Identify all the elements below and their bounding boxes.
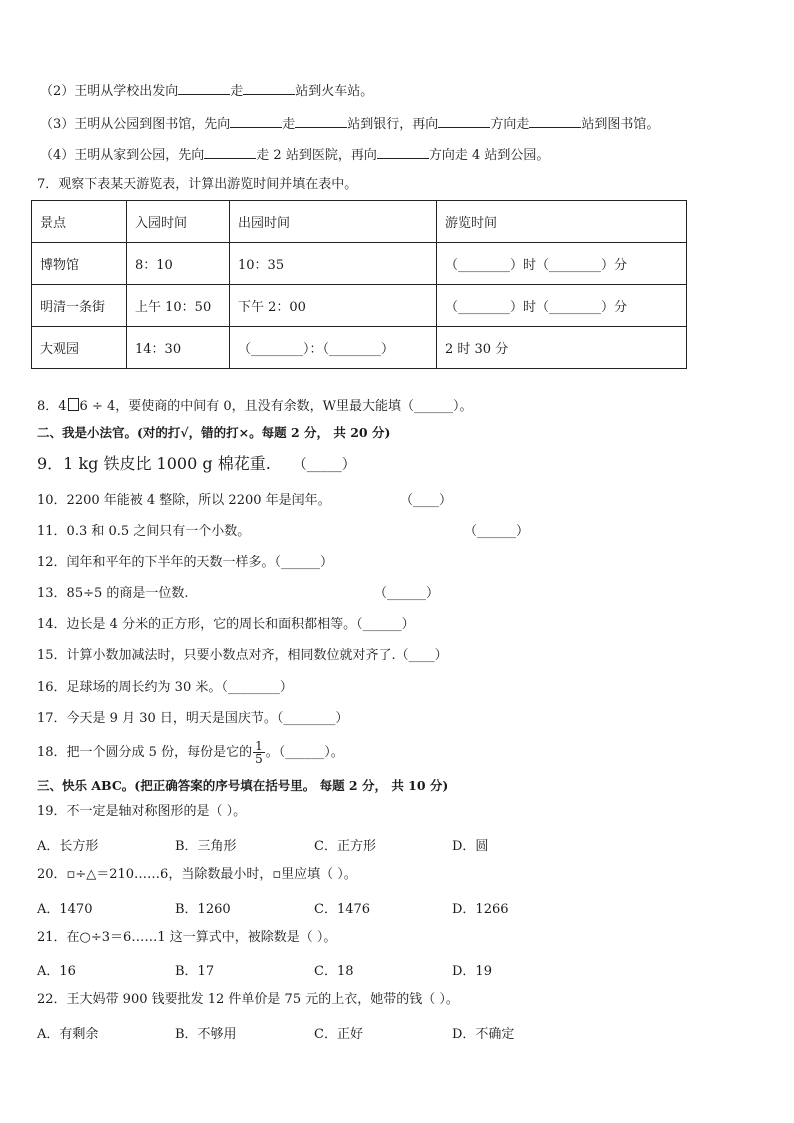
fraction-denominator: 5 [255, 752, 263, 766]
answer-blank[interactable]: （____） [400, 493, 453, 508]
table-cell: 博物馆 [32, 243, 127, 285]
table-cell: 8：10 [127, 243, 230, 285]
answer-blank[interactable] [204, 146, 256, 159]
text: 走 [230, 84, 244, 99]
text: （3）王明从公园到图书馆，先向 [40, 117, 231, 132]
box-icon [68, 398, 79, 411]
choice-option[interactable]: D．圆 [452, 839, 489, 854]
table-header-row [32, 201, 687, 243]
text: 站到图书馆。 [581, 117, 660, 132]
text: （2）王明从学校出发向 [40, 84, 179, 99]
answer-blank[interactable] [377, 146, 429, 159]
choice-option[interactable]: A．16 [37, 964, 76, 979]
judge-item [37, 523, 250, 541]
judge-item: 16．足球场的周长约为 30 米。（________） [37, 680, 293, 695]
table-cell: 14：30 [127, 327, 230, 369]
text: 方向走 4 站到公园。 [428, 148, 550, 163]
choice-stem: 20．▫÷△＝210……6，当除数最小时，▫里应填（ ）。 [37, 867, 357, 882]
section-title: 三、快乐 ABC。(把正确答案的序号填在括号里。 每题 2 分， 共 10 分) [37, 778, 449, 793]
text: 10．2200 年能被 4 整除，所以 2200 年是闰年。 [37, 493, 331, 508]
table-cell: 10：35 [230, 243, 437, 285]
judge-item [37, 455, 356, 474]
text: 8．4 [37, 399, 67, 414]
choice-option[interactable]: D．19 [452, 964, 492, 979]
table-row [32, 327, 687, 369]
choice-stem: 22．王大妈带 900 钱要批发 12 件单价是 75 元的上衣，她带的钱（ ）。 [37, 992, 459, 1007]
table-cell: 上午 10：50 [127, 285, 230, 327]
table-header-cell: 游览时间 [437, 201, 687, 243]
answer-blank[interactable] [230, 115, 282, 128]
table-cell: 2 时 30 分 [437, 327, 687, 369]
choice-option[interactable]: D．1266 [452, 902, 509, 917]
fraction-numerator: 1 [255, 739, 263, 753]
text: 站到火车站。 [295, 84, 374, 99]
table-cell: 下午 2：00 [230, 285, 437, 327]
judge-item [37, 585, 189, 603]
table-row [32, 285, 687, 327]
q6-part4 [40, 146, 549, 165]
judge-item: 15．计算小数加减法时，只要小数点对齐，相同数位就对齐了.（____） [37, 648, 448, 663]
q6-part2 [40, 82, 373, 101]
judge-item: 17．今天是 9 月 30 日，明天是国庆节。（________） [37, 711, 349, 726]
q8 [37, 398, 473, 416]
answer-blank[interactable] [178, 82, 230, 95]
judge-item: 12．闰年和平年的下半年的天数一样多。（______） [37, 555, 334, 570]
table-header-cell: 出园时间 [230, 201, 437, 243]
choice-option[interactable]: B．17 [175, 964, 215, 979]
choice-option[interactable]: A．1470 [37, 902, 93, 917]
answer-blank[interactable]: （______） [374, 586, 440, 601]
table-row [32, 243, 687, 285]
fraction [253, 740, 265, 765]
answer-blank[interactable] [295, 115, 347, 128]
text: 18．把一个圆分成 5 份，每份是它的 [37, 745, 253, 760]
q6-part3 [40, 115, 659, 134]
table-cell-answer[interactable]: （________）时（________）分 [437, 285, 687, 327]
table-header-cell: 景点 [32, 201, 127, 243]
text: 站到银行，再向 [347, 117, 439, 132]
choice-stem: 21．在○÷3＝6……1 这一算式中，被除数是（ ）。 [37, 930, 337, 945]
judge-item [37, 738, 344, 768]
answer-blank[interactable]: （______） [464, 524, 530, 539]
judge-item [37, 492, 331, 510]
answer-blank[interactable]: （_____） [292, 457, 356, 473]
q7-prompt: 7．观察下表某天游览表，计算出游览时间并填在表中。 [37, 177, 358, 192]
choice-option[interactable]: C．18 [314, 964, 354, 979]
choice-option[interactable]: B．不够用 [175, 1027, 237, 1042]
table-cell-answer[interactable]: （________）：（________） [230, 327, 437, 369]
choice-option[interactable]: B．1260 [175, 902, 231, 917]
judge-item: 14．边长是 4 分米的正方形，它的周长和面积都相等。（______） [37, 617, 415, 632]
text: 11．0.3 和 0.5 之间只有一个小数。 [37, 524, 251, 539]
text: 方向走 [490, 117, 530, 132]
text: 走 2 站到医院，再向 [256, 148, 377, 163]
answer-blank[interactable] [438, 115, 490, 128]
choice-option[interactable]: D．不确定 [452, 1027, 515, 1042]
text: （4）王明从家到公园，先向 [40, 148, 205, 163]
answer-blank[interactable] [529, 115, 581, 128]
tour-table [31, 200, 687, 369]
table-header-cell: 入园时间 [127, 201, 230, 243]
text: 。（______）。 [265, 745, 344, 760]
text: 13．85÷5 的商是一位数. [37, 586, 189, 601]
table-cell-answer[interactable]: （________）时（________）分 [437, 243, 687, 285]
choice-option[interactable]: C．正好 [314, 1027, 363, 1042]
text: 6 ÷ 4，要使商的中间有 0，且没有余数，W里最大能填（______）。 [79, 399, 473, 414]
choice-option[interactable]: B．三角形 [175, 839, 237, 854]
choice-option[interactable]: C．正方形 [314, 839, 376, 854]
text: 走 [282, 117, 296, 132]
choice-option[interactable]: A．长方形 [37, 839, 99, 854]
text: 9．1 kg 铁皮比 1000 g 棉花重. [37, 454, 271, 473]
table-cell: 大观园 [32, 327, 127, 369]
choice-option[interactable]: C．1476 [314, 902, 371, 917]
answer-blank[interactable] [243, 82, 295, 95]
table-cell: 明清一条街 [32, 285, 127, 327]
choice-option[interactable]: A．有剩余 [37, 1027, 99, 1042]
choice-stem: 19．不一定是轴对称图形的是（ ）。 [37, 804, 247, 819]
section-title: 二、我是小法官。(对的打√，错的打×。每题 2 分， 共 20 分) [37, 425, 391, 440]
